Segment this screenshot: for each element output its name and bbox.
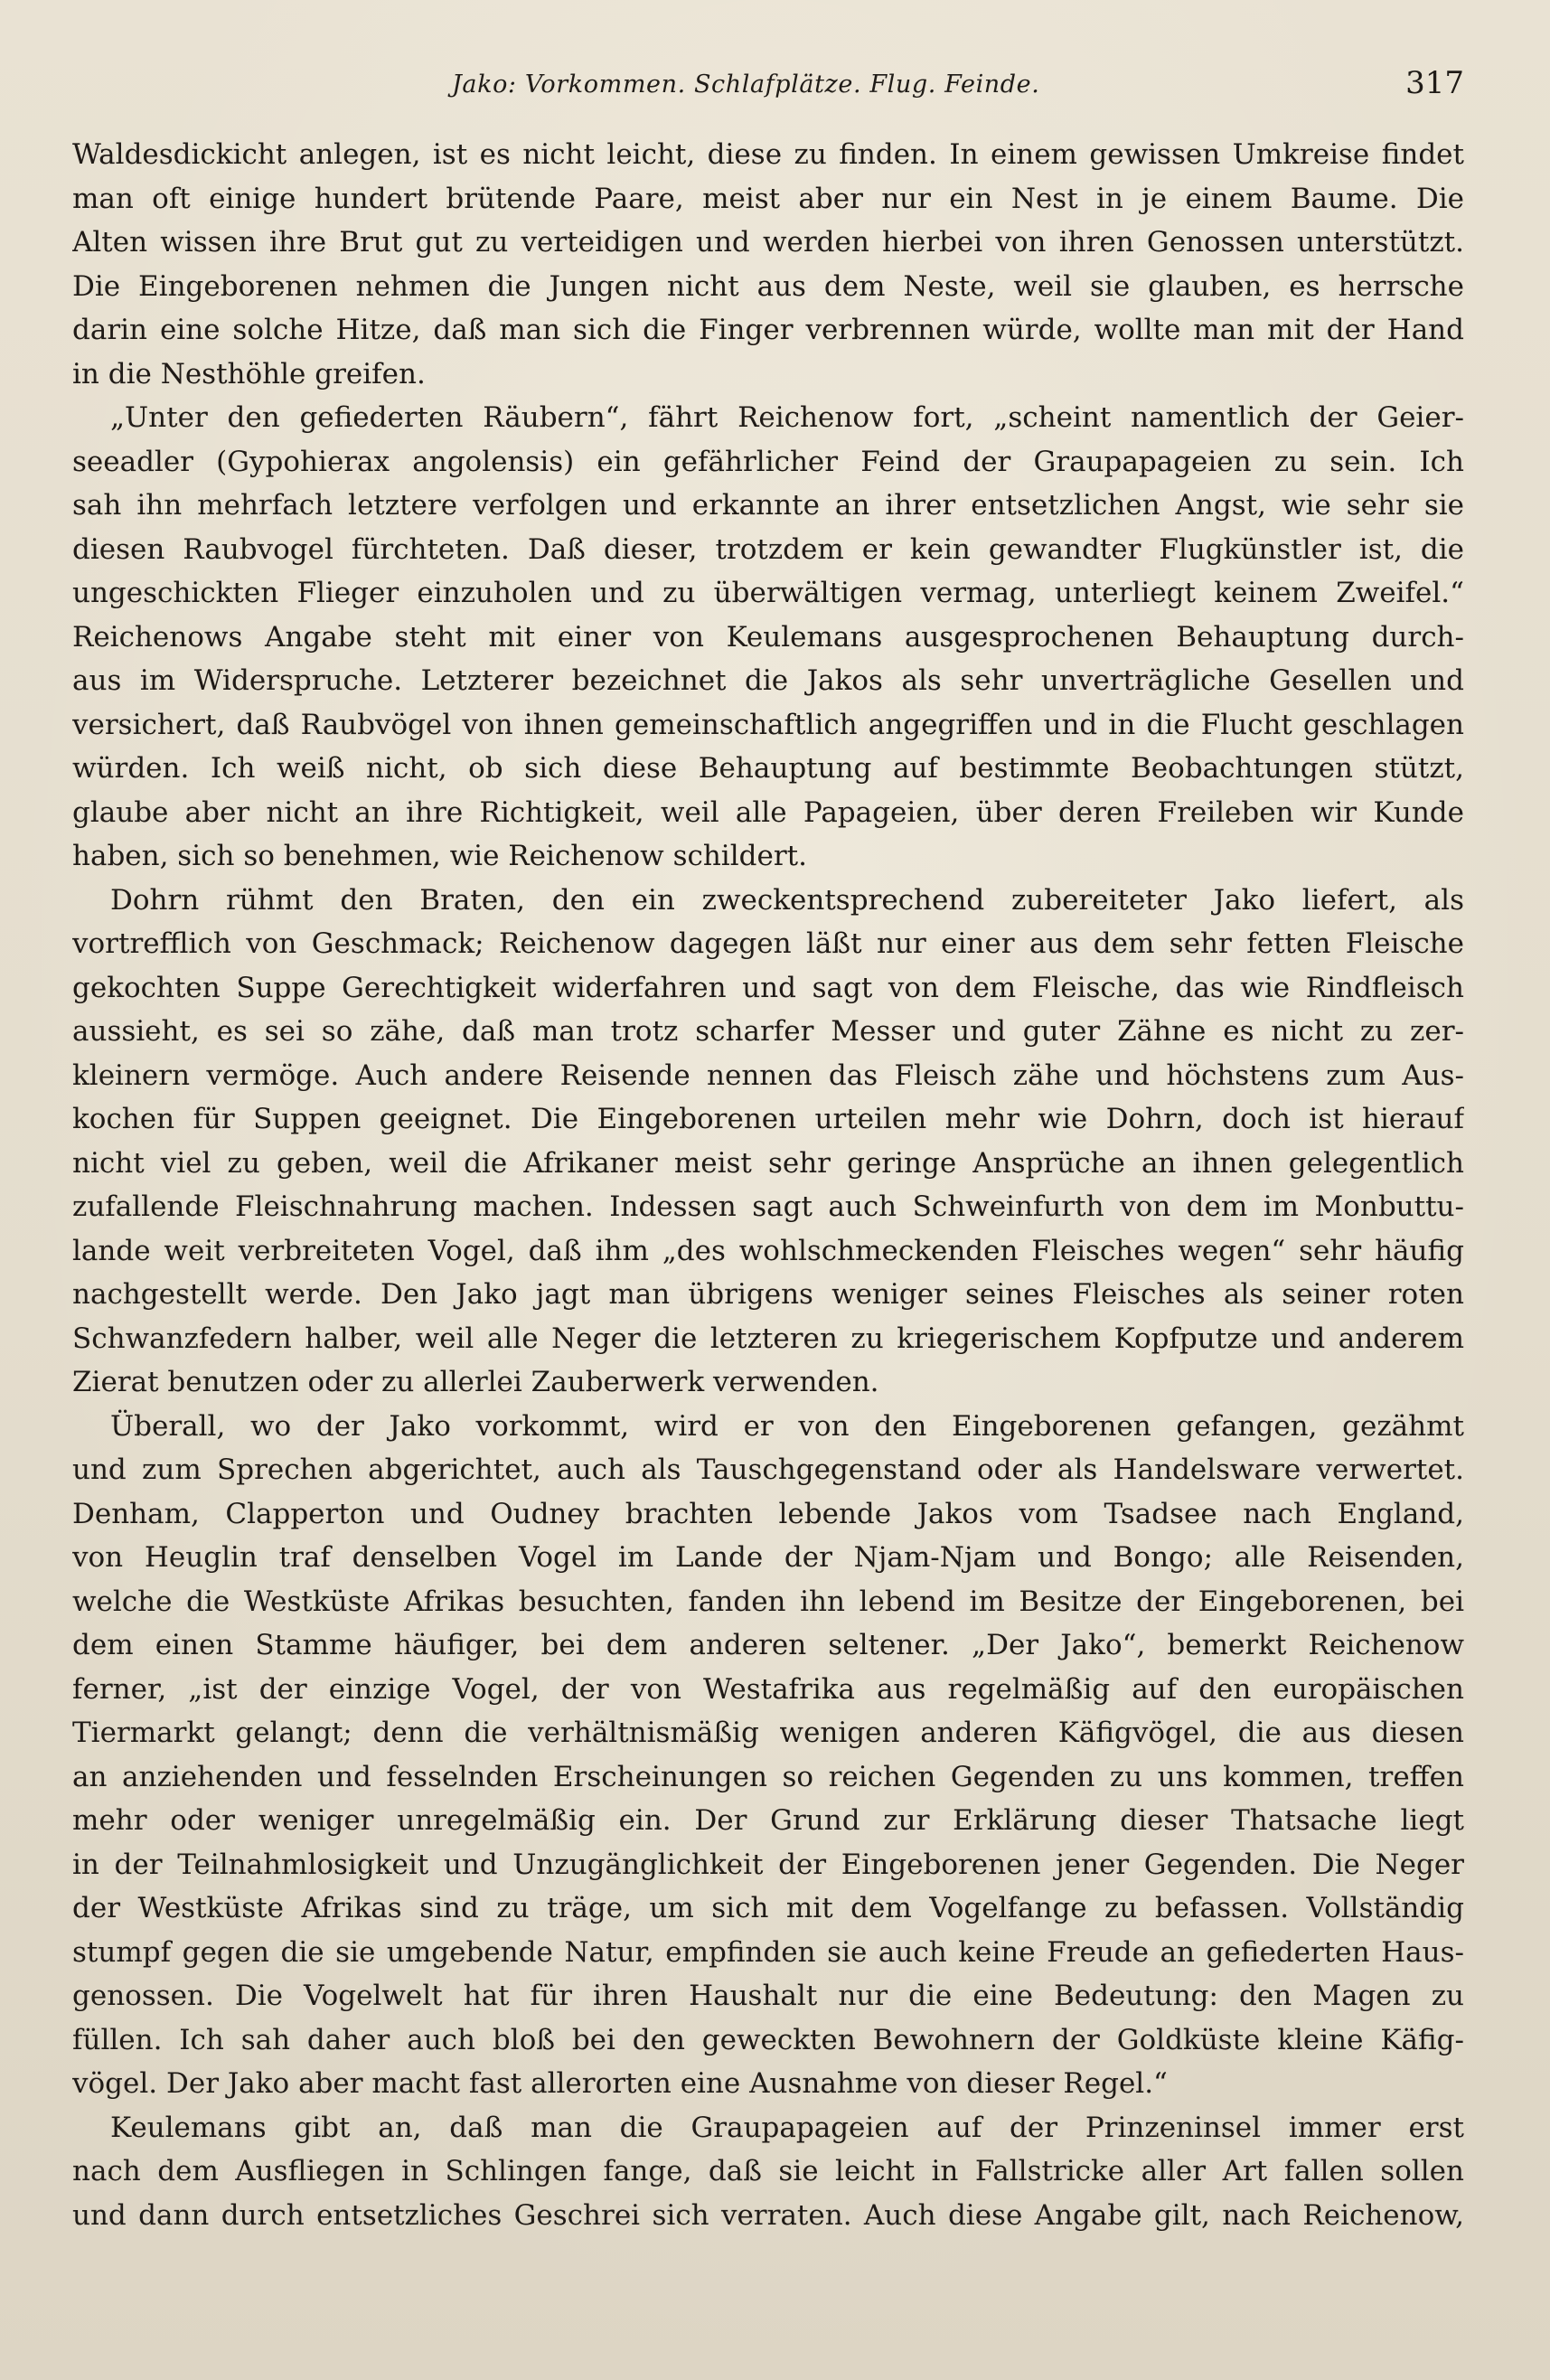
text-line: in der Teilnahmlosigkeit und Unzugänglichkeit der Eingeborenen jener Gegenden. Die Neger	[72, 1848, 1464, 1881]
text-line: in die Nesthöhle greifen.	[72, 357, 426, 390]
body-text	[72, 133, 1464, 2237]
text-line: diesen Raubvogel fürchteten. Daß dieser, trotzdem er kein gewandter Flugkünstler ist, die	[72, 532, 1464, 566]
text-line: nach dem Ausfliegen in Schlingen fange, daß sie leicht in Fallstricke aller Art fallen sollen	[72, 2155, 1464, 2187]
text-line: an anziehenden und fesselnden Erscheinungen so reichen Gegenden zu uns kommen, treffen	[72, 1760, 1464, 1793]
text-line: füllen. Ich sah daher auch bloß bei den geweckten Bewohnern der Goldküste kleine Käfig-	[72, 2023, 1464, 2056]
text-line: Alten wissen ihre Brut gut zu verteidigen und werden hierbei von ihren Genossen unterstützt.	[72, 226, 1464, 259]
text-line: Zierat benutzen oder zu allerlei Zauberwerk verwenden.	[72, 1366, 879, 1398]
text-line: welche die Westküste Afrikas besuchten, fanden ihn lebend im Besitze der Eingeborenen, bei	[72, 1585, 1464, 1618]
text-line: genossen. Die Vogelwelt hat für ihren Haushalt nur die eine Bedeutung: den Magen zu	[72, 1980, 1464, 2012]
text-line: vögel. Der Jako aber macht fast allerorten eine Ausnahme von dieser Regel.“	[72, 2067, 1168, 2100]
text-line: versichert, daß Raubvögel von ihnen gemeinschaftlich angegriffen und in die Flucht geschlagen	[72, 708, 1464, 741]
text-line: Überall, wo der Jako vorkommt, wird er von den Eingeborenen gefangen, gezähmt	[110, 1409, 1464, 1443]
text-line: aus im Widerspruche. Letzterer bezeichnet die Jakos als sehr unverträgliche Gesellen und	[72, 664, 1464, 697]
text-line: „Unter den gefiederten Räubern“, fährt Reichenow fort, „scheint namentlich der Geier-	[110, 401, 1464, 434]
text-line: würden. Ich weiß nicht, ob sich diese Behauptung auf bestimmte Beobachtungen stützt,	[72, 752, 1464, 785]
text-line: und dann durch entsetzliches Geschrei sich verraten. Auch diese Angabe gilt, nach Reichenow,	[72, 2198, 1464, 2232]
text-line: glaube aber nicht an ihre Richtigkeit, weil alle Papageien, über deren Freileben wir Kunde	[72, 795, 1464, 829]
text-line: darin eine solche Hitze, daß man sich die Finger verbrennen würde, wollte man mit der Hand	[72, 314, 1464, 346]
text-line: vortrefflich von Geschmack; Reichenow dagegen läßt nur einer aus dem sehr fetten Fleische	[72, 927, 1464, 960]
text-line: sah ihn mehrfach letztere verfolgen und erkannte an ihrer entsetzlichen Angst, wie sehr sie	[72, 489, 1464, 522]
text-line: Tiermarkt gelangt; denn die verhältnismäßig wenigen anderen Käfigvögel, die aus diesen	[72, 1717, 1464, 1749]
text-line: lande weit verbreiteten Vogel, daß ihm „des wohlschmeckenden Fleisches wegen“ sehr häufig	[72, 1234, 1464, 1267]
text-line: ferner, „ist der einzige Vogel, der von Westafrika aus regelmäßig auf den europäischen	[72, 1672, 1464, 1706]
text-line: haben, sich so benehmen, wie Reichenow schildert.	[72, 840, 807, 872]
text-line: nicht viel zu geben, weil die Afrikaner meist sehr geringe Ansprüche an ihnen gelegentlich	[72, 1146, 1464, 1180]
text-line: seeadler (Gypohierax angolensis) ein gefährlicher Feind der Graupapageien zu sein. Ich	[72, 445, 1464, 478]
text-line: Schwanzfedern halber, weil alle Neger die letzteren zu kriegerischem Kopfputze und anderem	[72, 1322, 1464, 1355]
text-line: Denham, Clapperton und Oudney brachten lebende Jakos vom Tsadsee nach England,	[72, 1497, 1464, 1530]
page-header	[72, 65, 1464, 108]
text-line: und zum Sprechen abgerichtet, auch als Tauschgegenstand oder als Handelsware verwertet.	[72, 1453, 1464, 1486]
text-line: aussieht, es sei so zähe, daß man trotz scharfer Messer und guter Zähne es nicht zu zer-	[72, 1015, 1464, 1048]
text-line: Waldesdickicht anlegen, ist es nicht leicht, diese zu finden. In einem gewissen Umkreise findet	[72, 138, 1464, 171]
text-line: nachgestellt werde. Den Jako jagt man übrigens weniger seines Fleisches als seiner roten	[72, 1278, 1464, 1311]
text-line: man oft einige hundert brütende Paare, meist aber nur ein Nest in je einem Baume. Die	[72, 182, 1464, 215]
text-line: der Westküste Afrikas sind zu träge, um sich mit dem Vogelfange zu befassen. Vollständig	[72, 1892, 1464, 1924]
page-number: 317	[1405, 65, 1464, 101]
text-line: stumpf gegen die sie umgebende Natur, empfinden sie auch keine Freude an gefiederten Haus-	[72, 1935, 1464, 1969]
text-line: Die Eingeborenen nehmen die Jungen nicht aus dem Neste, weil sie glauben, es herrsche	[72, 269, 1464, 303]
text-line: Dohrn rühmt den Braten, den ein zweckentsprechend zubereiteter Jako liefert, als	[110, 883, 1464, 917]
text-line: zufallende Fleischnahrung machen. Indessen sagt auch Schweinfurth von dem im Monbuttu-	[72, 1190, 1464, 1223]
text-line: kochen für Suppen geeignet. Die Eingeborenen urteilen mehr wie Dohrn, doch ist hierauf	[72, 1103, 1464, 1135]
running-head: Jako: Vorkommen. Schlafplätze. Flug. Feinde.	[452, 71, 1040, 99]
text-line: ungeschickten Flieger einzuholen und zu überwältigen vermag, unterliegt keinem Zweifel.“	[72, 577, 1464, 609]
text-line: gekochten Suppe Gerechtigkeit widerfahren und sagt von dem Fleische, das wie Rindfleisch	[72, 971, 1464, 1004]
text-line: dem einen Stamme häufiger, bei dem anderen seltener. „Der Jako“, bemerkt Reichenow	[72, 1629, 1464, 1661]
text-line: Keulemans gibt an, daß man die Graupapageien auf der Prinzeninsel immer erst	[110, 2111, 1464, 2144]
text-line: kleinern vermöge. Auch andere Reisende nennen das Fleisch zähe und höchstens zum Aus-	[72, 1058, 1464, 1092]
text-line: Reichenows Angabe steht mit einer von Keulemans ausgesprochenen Behauptung durch-	[72, 620, 1464, 654]
text-line: mehr oder weniger unregelmäßig ein. Der Grund zur Erklärung dieser Thatsache liegt	[72, 1804, 1464, 1837]
text-line: von Heuglin traf denselben Vogel im Lande der Njam-Njam und Bongo; alle Reisenden,	[72, 1541, 1464, 1574]
